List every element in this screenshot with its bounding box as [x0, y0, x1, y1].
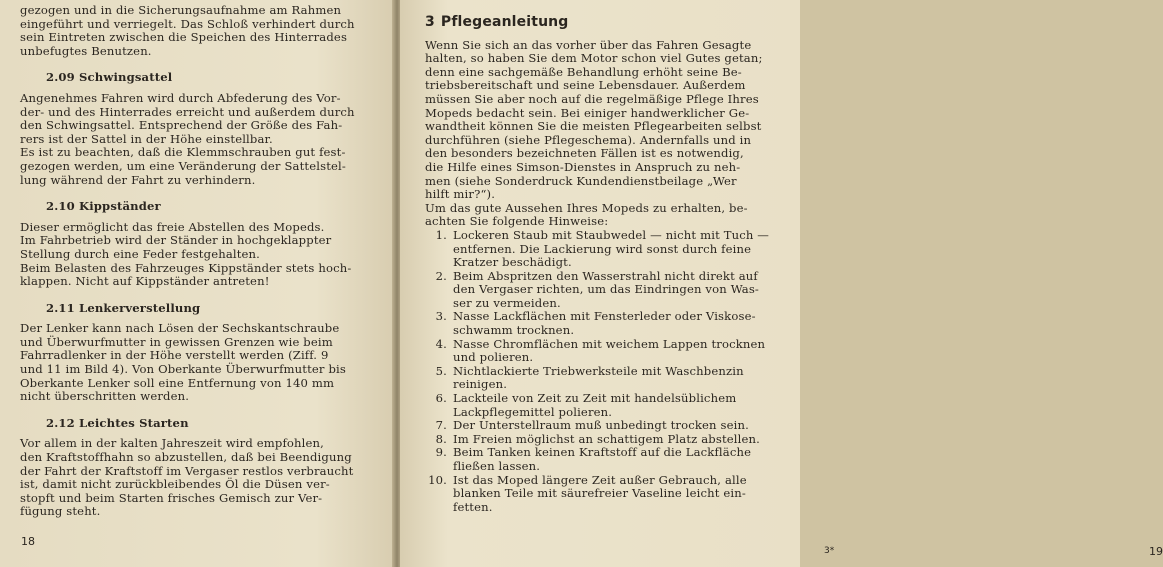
text-line: entfernen. Die Lackierung wird sonst durch feine: [453, 241, 752, 256]
text-line: Der Lenker kann nach Lösen der Sechskantschraube: [20, 321, 340, 336]
text-line: den Kraftstoffhahn so abzustellen, daß bei Beendigung: [20, 450, 352, 465]
care-item-text: [453, 338, 782, 365]
text-line: müssen Sie aber noch auf die regelmäßige Pflege Ihres: [425, 91, 759, 106]
text-line: und 11 im Bild 4). Von Oberkante Überwurfmutter bis: [20, 362, 346, 377]
care-item-number: 8.: [435, 431, 447, 446]
text-line: halten, so haben Sie dem Motor schon viel Gutes getan;: [425, 51, 763, 66]
text-line: stopft und beim Starten frisches Gemisch zur Ver-: [20, 490, 323, 505]
text-line: Es ist zu beachten, daß die Klemmschrauben gut fest-: [20, 145, 346, 160]
care-item: [425, 338, 782, 365]
section-heading-2-09: 2.09 Schwingsattel: [46, 70, 173, 85]
care-item: [425, 310, 782, 337]
text-line: fließen lassen.: [453, 459, 541, 473]
text-line: Lackpflegemittel polieren.: [453, 404, 613, 419]
care-item-text: [453, 229, 782, 270]
chapter-number: 3: [425, 14, 435, 30]
text-line: nicht überschritten werden.: [20, 389, 190, 404]
care-item: [425, 365, 782, 392]
right-page: [400, 0, 1163, 567]
right-column: [425, 16, 782, 514]
text-line: sein Eintreten zwischen die Speichen des Hinterrades: [20, 30, 348, 45]
care-item-number: 7.: [435, 418, 447, 433]
care-item-number: 9.: [435, 445, 447, 460]
text-line: Stellung durch eine Feder festgehalten.: [20, 246, 261, 261]
text-line: Oberkante Lenker soll eine Entfernung von 140 mm: [20, 375, 335, 390]
text-line: unbefugtes Benutzen.: [20, 43, 152, 58]
text-line: Dieser ermöglicht das freie Abstellen des Mopeds.: [20, 219, 325, 234]
text-line: Im Freien möglichst an schattigem Platz abstellen.: [453, 431, 760, 446]
care-item-number: 1.: [435, 227, 447, 242]
text-line: Ist das Moped längere Zeit außer Gebrauch, alle: [453, 472, 747, 487]
care-item-number: 5.: [435, 363, 447, 378]
care-instructions-list: [425, 229, 782, 514]
text-line: der Fahrt der Kraftstoff im Vergaser restlos verbraucht: [20, 463, 354, 478]
left-column: [20, 4, 372, 519]
text-line: wandtheit können Sie die meisten Pflegearbeiten selbst: [425, 119, 762, 134]
text-line: gezogen und in die Sicherungsaufnahme am Rahmen: [20, 3, 342, 17]
care-item: [425, 419, 782, 433]
text-line: der- und des Hinterrades erreicht und außerdem durch: [20, 104, 355, 119]
text-line: denn eine sachgemäße Behandlung erhöht seine Be-: [425, 64, 742, 79]
section-heading-2-10: 2.10 Kippständer: [46, 199, 161, 214]
care-item: [425, 229, 782, 270]
text-line: Nasse Chromflächen mit weichem Lappen trocknen: [453, 336, 766, 351]
page-number-right: 19: [1149, 545, 1163, 558]
text-line: Fahrradlenker in der Höhe verstellt werden (Ziff. 9: [20, 348, 329, 363]
text-line: die Hilfe eines Simson-Dienstes in Anspruch zu neh-: [425, 159, 741, 174]
care-item-text: [453, 419, 782, 433]
care-item-text: [453, 392, 782, 419]
text-line: Vor allem in der kalten Jahreszeit wird empfohlen,: [20, 436, 324, 451]
care-item-text: [453, 270, 782, 311]
text-line: klappen. Nicht auf Kippständer antreten!: [20, 274, 270, 289]
text-line: fügung steht.: [20, 504, 101, 519]
text-line: Lackteile von Zeit zu Zeit mit handelsüblichem: [453, 391, 737, 406]
text-line: und polieren.: [453, 350, 534, 365]
care-item-text: [453, 474, 782, 515]
care-item-text: [453, 446, 782, 473]
care-item-number: 6.: [435, 391, 447, 406]
section-body-2-09: [20, 92, 372, 187]
text-line: Beim Belasten des Fahrzeuges Kippständer stets hoch-: [20, 260, 352, 275]
text-line: den Schwingsattel. Entsprechend der Größe des Fah-: [20, 118, 343, 133]
text-line: lung während der Fahrt zu verhindern.: [20, 172, 256, 187]
text-line: blanken Teile mit säurefreier Vaseline leicht ein-: [453, 486, 746, 501]
care-item-number: 2.: [435, 268, 447, 283]
para-top: [20, 4, 372, 58]
text-line: reinigen.: [453, 377, 508, 392]
section-body-2-12: [20, 437, 372, 519]
section-heading-2-11: 2.11 Lenkerverstellung: [46, 300, 201, 315]
text-line: durchführen (siehe Pflegeschema). Andernfalls und in: [425, 132, 752, 147]
text-line: triebsbereitschaft und seine Lebensdauer. Außerdem: [425, 78, 746, 93]
care-item: [425, 270, 782, 311]
care-item-number: 10.: [428, 472, 447, 487]
care-item: [425, 446, 782, 473]
text-line: fetten.: [453, 499, 493, 514]
text-line: den Vergaser richten, um das Eindringen von Was-: [453, 282, 759, 297]
care-item-number: 3.: [435, 309, 447, 324]
text-line: und Überwurfmutter in gewissen Grenzen wie beim: [20, 334, 333, 349]
text-line: ser zu vermeiden.: [453, 295, 561, 310]
text-line: Um das gute Aussehen Ihres Mopeds zu erhalten, be-: [425, 200, 748, 215]
care-item-number: 4.: [435, 336, 447, 351]
section-heading-2-12: 2.12 Leichtes Starten: [46, 415, 189, 430]
text-line: eingeführt und verriegelt. Das Schloß verhindert durch: [20, 16, 355, 31]
text-line: Nasse Lackflächen mit Fensterleder oder Viskose-: [453, 309, 756, 324]
care-item: [425, 474, 782, 515]
text-line: den besonders bezeichneten Fällen ist es notwendig,: [425, 146, 744, 161]
text-line: gezogen werden, um eine Veränderung der Sattelstel-: [20, 158, 346, 173]
text-line: Lockeren Staub mit Staubwedel — nicht mit Tuch —: [453, 227, 770, 242]
section-body-2-11: [20, 322, 372, 404]
text-line: hilft mir?“).: [425, 187, 496, 202]
section-body-2-10: [20, 221, 372, 289]
text-line: Beim Tanken keinen Kraftstoff auf die Lackfläche: [453, 445, 752, 460]
text-line: achten Sie folgende Hinweise:: [425, 214, 609, 229]
chapter-title-text: Pflegeanleitung: [440, 14, 569, 30]
signature-mark: 3*: [824, 546, 835, 556]
text-line: Nichtlackierte Triebwerksteile mit Waschbenzin: [453, 363, 744, 378]
text-line: Wenn Sie sich an das vorher über das Fahren Gesagte: [425, 37, 752, 52]
care-item-text: [453, 433, 782, 447]
page-number-left: 18: [21, 535, 35, 548]
text-line: Der Unterstellraum muß unbedingt trocken sein.: [453, 418, 749, 433]
text-line: Im Fahrbetrieb wird der Ständer in hochgeklappter: [20, 233, 332, 248]
text-line: Kratzer beschädigt.: [453, 255, 572, 270]
text-line: schwamm trocknen.: [453, 323, 575, 338]
text-line: rers ist der Sattel in der Höhe einstellbar.: [20, 131, 273, 146]
text-line: ist, damit nicht zurückbleibendes Öl die Düsen ver-: [20, 477, 330, 492]
intro-paragraph: [425, 39, 782, 229]
text-line: men (siehe Sonderdruck Kundendienstbeilage „Wer: [425, 173, 737, 188]
care-item-text: [453, 365, 782, 392]
left-page: [0, 0, 394, 567]
care-item: [425, 392, 782, 419]
text-line: Angenehmes Fahren wird durch Abfederung des Vor-: [20, 90, 341, 105]
care-item: [425, 433, 782, 447]
chapter-title: [425, 16, 782, 30]
care-item-text: [453, 310, 782, 337]
text-line: Mopeds bedacht sein. Bei einiger handwerklicher Ge-: [425, 105, 750, 120]
text-line: Beim Abspritzen den Wasserstrahl nicht direkt auf: [453, 268, 758, 283]
